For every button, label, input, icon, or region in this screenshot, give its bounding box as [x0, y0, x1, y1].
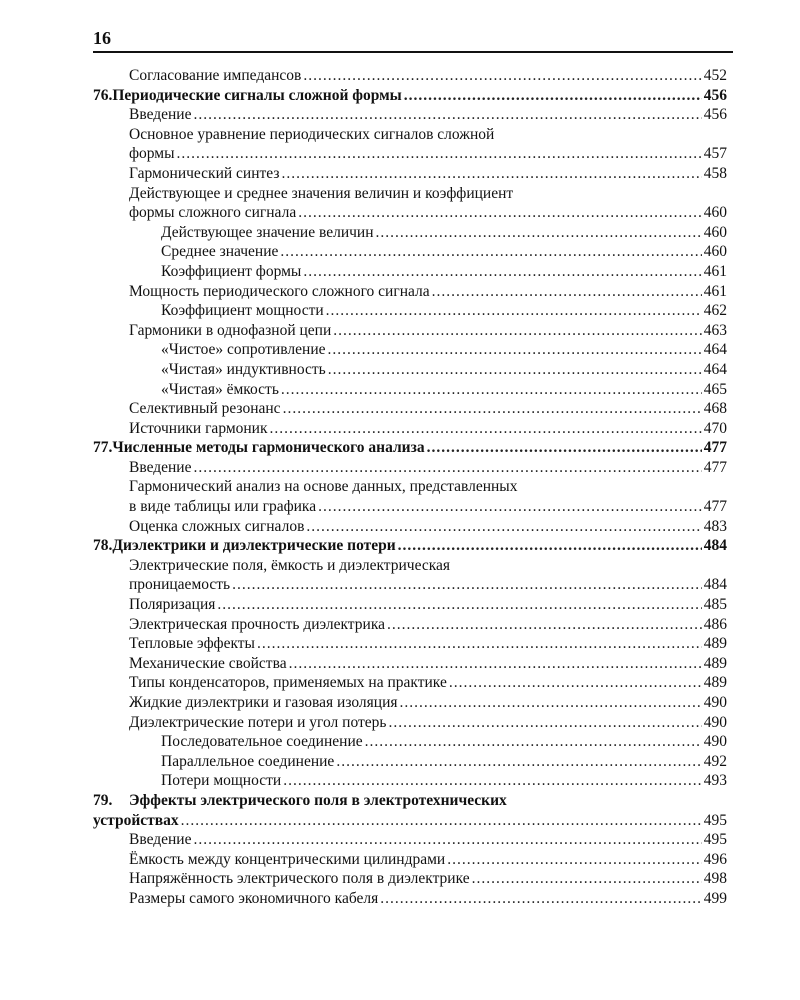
toc-entry-page: 489 [703, 635, 727, 653]
toc-entry [93, 654, 727, 674]
toc-entry-label: Селективный резонанс [129, 400, 281, 418]
toc-entry-label: Потери мощности [161, 772, 282, 790]
toc-entry-label: Диэлектрические потери и угол потерь [129, 713, 387, 731]
chapter-title-line1: Эффекты электрического поля в электротехнических [129, 791, 507, 809]
toc-entry-page: 499 [703, 889, 727, 907]
toc-entry-page: 485 [703, 596, 727, 614]
toc-entry-label: в виде таблицы или графика [129, 498, 317, 516]
toc-entry-page: 495 [703, 831, 727, 849]
toc-entry-label: Механические свойства [129, 654, 287, 672]
toc-entry-line1: Действующее и среднее значения величин и коэффициент [129, 184, 514, 202]
header-rule [93, 51, 733, 53]
toc-entry-page: 460 [703, 243, 727, 261]
toc-chapter-79 [93, 791, 727, 811]
toc-chapter-76 [93, 86, 727, 106]
toc-subentry [93, 301, 727, 321]
toc-entry-label: Мощность периодического сложного сигнала [129, 282, 430, 300]
dot-leader [306, 517, 701, 537]
toc-subentry [93, 752, 727, 772]
toc-entry-page: 465 [703, 380, 727, 398]
toc-entry-page: 489 [703, 674, 727, 692]
toc-entry-page: 457 [703, 145, 727, 163]
dot-leader [270, 419, 702, 439]
toc-entry-page: 477 [703, 498, 727, 516]
toc-entry-page: 452 [703, 67, 727, 84]
toc-entry-label: Введение [129, 831, 192, 849]
toc-entry [93, 282, 727, 302]
toc-entry-label: Тепловые эффекты [129, 635, 255, 653]
toc-entry [93, 105, 727, 125]
toc-entry-label: Жидкие диэлектрики и газовая изоляция [129, 694, 398, 711]
chapter-title: Диэлектрики и диэлектрические потери [112, 537, 396, 555]
toc-entry-label: Типы конденсаторов, применяемых на практике [129, 674, 447, 692]
dot-leader [432, 282, 702, 302]
toc-entry-label: Коэффициент формы [161, 262, 302, 280]
toc-chapter-79-cont [93, 811, 727, 831]
toc-entry-page: 477 [703, 458, 727, 476]
dot-leader [193, 105, 701, 125]
toc-entry-page: 462 [703, 302, 727, 320]
dot-leader [193, 458, 701, 478]
chapter-number: 78. [93, 537, 113, 555]
dot-leader [303, 66, 701, 86]
toc-entry [93, 830, 727, 850]
toc-entry-page: 498 [703, 870, 727, 888]
toc-entry-line1: Электрические поля, ёмкость и диэлектрическая [129, 556, 451, 574]
toc-entry-label: Последовательное соединение [161, 733, 363, 751]
dot-leader [232, 575, 702, 595]
toc-entry-label: «Чистая» индуктивность [161, 360, 326, 378]
dot-leader [177, 144, 702, 164]
toc-entry-line1: Основное уравнение периодических сигналов сложной [129, 125, 495, 143]
toc-subentry [93, 262, 727, 282]
dot-leader [303, 262, 701, 282]
dot-leader [376, 223, 702, 243]
dot-leader [404, 86, 702, 106]
dot-leader [326, 301, 702, 321]
dot-leader [365, 732, 702, 752]
toc-entry-page: 486 [703, 615, 727, 633]
dot-leader [298, 203, 702, 223]
toc-entry [93, 497, 727, 517]
toc-entry-page: 463 [703, 321, 727, 339]
toc-entry [93, 517, 727, 537]
dot-leader [280, 242, 701, 262]
toc-entry-label: Напряжённость электрического поля в диэлектрике [129, 870, 470, 888]
toc-entry [93, 889, 727, 909]
dot-leader [447, 850, 702, 870]
toc-entry-page: 490 [703, 733, 727, 751]
toc-entry-page: 484 [703, 576, 727, 594]
toc-entry-label: Гармоники в однофазной цепи [129, 321, 332, 339]
toc-entry-page: 490 [703, 694, 727, 711]
toc-entry-label: Ёмкость между концентрическими цилиндрами [129, 850, 446, 868]
toc-chapter-78 [93, 536, 727, 556]
toc-subentry [93, 360, 727, 380]
dot-leader [257, 634, 702, 654]
dot-leader [336, 752, 701, 772]
dot-leader [289, 654, 702, 674]
toc-entry-page: 493 [703, 772, 727, 790]
toc-entry [93, 575, 727, 595]
dot-leader [193, 830, 701, 850]
toc-entry [93, 693, 727, 713]
toc-entry-page: 456 [703, 86, 727, 104]
table-of-contents [93, 66, 727, 909]
toc-entry [93, 615, 727, 635]
chapter-number: 77. [93, 439, 113, 457]
dot-leader [282, 164, 702, 184]
toc-entry-label: Гармонический синтез [129, 164, 280, 182]
toc-entry-line1: Гармонический анализ на основе данных, представленных [129, 478, 518, 496]
chapter-title: Периодические сигналы сложной формы [112, 86, 402, 104]
toc-subentry [93, 380, 727, 400]
dot-leader [387, 615, 702, 635]
toc-entry-page: 468 [703, 400, 727, 418]
toc-entry [93, 66, 727, 86]
toc-entry-page: 489 [703, 654, 727, 672]
dot-leader [449, 673, 702, 693]
dot-leader [328, 340, 702, 360]
toc-entry-label: Поляризация [129, 596, 216, 614]
dot-leader [181, 811, 702, 831]
toc-entry-page: 464 [703, 360, 727, 378]
toc-entry [93, 713, 727, 733]
toc-entry-page: 490 [703, 713, 727, 731]
dot-leader [283, 399, 702, 419]
toc-entry [93, 869, 727, 889]
dot-leader [318, 497, 702, 517]
toc-entry [93, 399, 727, 419]
toc-subentry [93, 732, 727, 752]
toc-entry [93, 419, 727, 439]
toc-entry [93, 458, 727, 478]
toc-entry-label: формы сложного сигнала [129, 204, 297, 222]
toc-entry-label: Введение [129, 106, 192, 124]
toc-subentry [93, 771, 727, 791]
toc-entry-page: 483 [703, 517, 727, 535]
toc-subentry [93, 223, 727, 243]
toc-entry [93, 164, 727, 184]
toc-entry-page: 456 [703, 106, 727, 124]
toc-entry-label: «Чистая» ёмкость [161, 380, 279, 398]
toc-entry-label: «Чистое» сопротивление [161, 341, 326, 359]
toc-entry-page: 492 [703, 752, 727, 770]
dot-leader [427, 438, 702, 458]
toc-entry [93, 144, 727, 164]
toc-subentry [93, 340, 727, 360]
chapter-number: 76. [93, 86, 113, 104]
chapter-title-line2: устройствах [93, 811, 179, 829]
dot-leader [398, 536, 702, 556]
toc-entry [93, 203, 727, 223]
toc-entry-page: 458 [703, 164, 727, 182]
toc-entry-page: 470 [703, 419, 727, 437]
dot-leader [217, 595, 701, 615]
toc-chapter-77 [93, 438, 727, 458]
toc-entry [93, 321, 727, 341]
dot-leader [283, 771, 702, 791]
toc-entry [93, 673, 727, 693]
toc-entry-label: Оценка сложных сигналов [129, 517, 305, 535]
dot-leader [328, 360, 702, 380]
toc-entry-page: 460 [703, 204, 727, 222]
toc-entry-page: 496 [703, 850, 727, 868]
toc-entry-label: Среднее значение [161, 243, 279, 261]
toc-subentry [93, 242, 727, 262]
page-number: 16 [93, 28, 111, 48]
toc-entry-label: Коэффициент мощности [161, 302, 324, 320]
toc-entry-page: 495 [703, 811, 727, 829]
toc-entry-label: Размеры самого экономичного кабеля [129, 889, 379, 907]
dot-leader [400, 693, 702, 713]
toc-entry-page: 460 [703, 223, 727, 241]
toc-entry [93, 634, 727, 654]
chapter-title: Численные методы гармонического анализа [112, 439, 425, 457]
toc-entry-label: формы [129, 145, 175, 163]
toc-entry-label: Параллельное соединение [161, 752, 335, 770]
toc-entry-label: Электрическая прочность диэлектрика [129, 615, 385, 633]
toc-entry [93, 595, 727, 615]
dot-leader [388, 713, 701, 733]
toc-entry-label: Согласование импедансов [129, 67, 302, 84]
dot-leader [380, 889, 701, 909]
toc-entry-page: 461 [703, 282, 727, 300]
toc-entry-page: 477 [703, 439, 727, 457]
toc-entry-label: Введение [129, 458, 192, 476]
toc-entry-label: Источники гармоник [129, 419, 268, 437]
toc-entry [93, 850, 727, 870]
toc-entry-page: 461 [703, 262, 727, 280]
dot-leader [281, 380, 702, 400]
chapter-number: 79. [93, 791, 113, 809]
dot-leader [472, 869, 702, 889]
toc-entry-label: проницаемость [129, 576, 231, 594]
dot-leader [333, 321, 701, 341]
toc-entry-label: Действующее значение величин [161, 223, 374, 241]
toc-entry-page: 484 [703, 537, 727, 555]
toc-entry-page: 464 [703, 341, 727, 359]
